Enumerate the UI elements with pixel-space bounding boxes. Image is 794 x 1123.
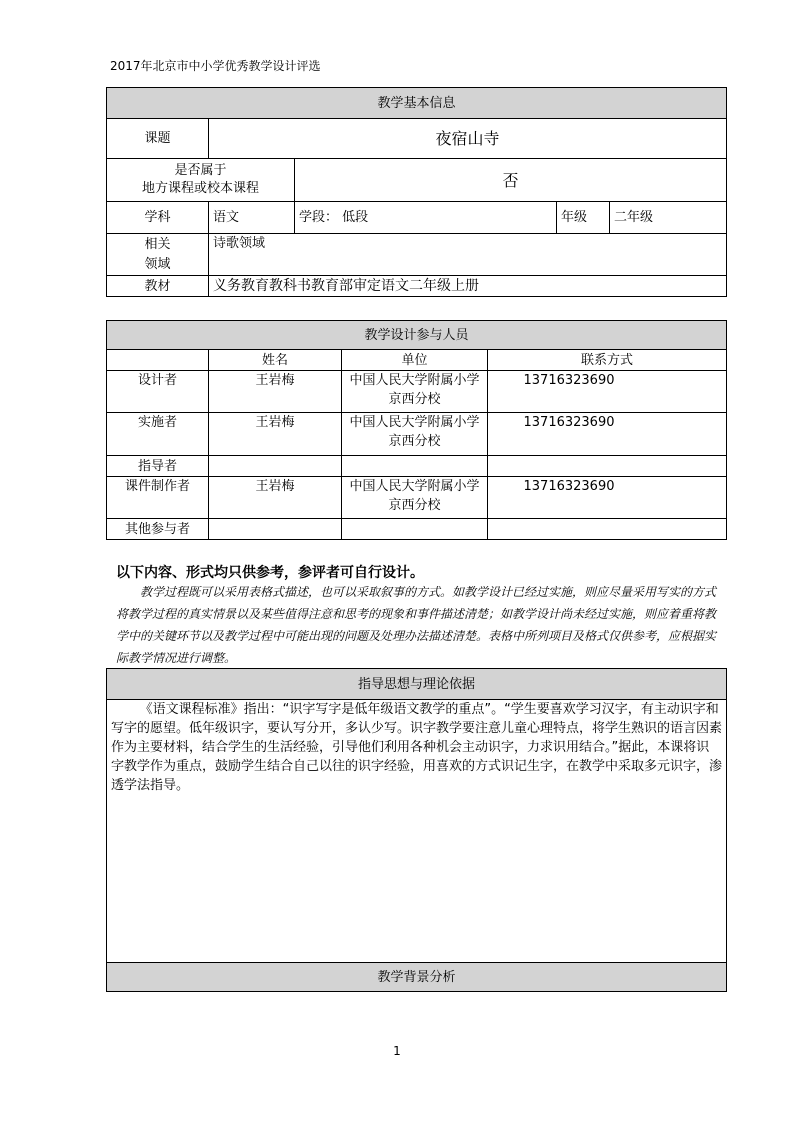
- basic-info-title: 教学基本信息: [107, 88, 727, 119]
- note-text: 教学过程既可以采用表格式描述，也可以采取叙事的方式。如教学设计已经过实施，则应尽量采用写实的方式将教学过程的真实情景以及某些值得注意和思考的现象和事件描述清楚；如教学设计尚未经过实施，则应着重将教学中的关键环节以及教学过程中可能出现的问题及处理办法描述清楚。表格中所列项目及格式仅供参考，应根据实际教学情况进行调整。: [116, 585, 717, 665]
- stage-value: 低段: [342, 210, 369, 225]
- page-header: 2017年北京市中小学优秀教学设计评选: [110, 59, 321, 73]
- guide-table: [106, 668, 727, 992]
- header-role: [107, 350, 209, 371]
- stage-cell: [295, 202, 557, 234]
- participant-unit: 中国人民大学附属小学京西分校: [342, 371, 488, 413]
- participant-name: 王岩梅: [209, 413, 342, 456]
- participant-name: [209, 519, 342, 540]
- participant-role: 课件制作者: [107, 477, 209, 519]
- subject-label: 学科: [107, 202, 209, 234]
- background-title: 教学背景分析: [107, 963, 727, 992]
- header-contact: 联系方式: [488, 350, 727, 371]
- header-unit: 单位: [342, 350, 488, 371]
- field-label-line2: 领域: [144, 256, 171, 272]
- local-course-label-line2: 地方课程或校本课程: [141, 181, 259, 196]
- textbook-value: 义务教育教科书教育部审定语文二年级上册: [209, 276, 727, 297]
- local-course-label-line1: 是否属于: [174, 163, 227, 178]
- guide-body: 《语文课程标准》指出：“识字写字是低年级语文教学的重点”。“学生要喜欢学习汉字，有主动识字和写字的愿望。低年级识字，要认写分开，多认少写。识字教学要注意儿童心理特点，将学生熟识的语言因素作为主要材料，结合学生的生活经验，引导他们利用各种机会主动识字，力求识用结合。”据此，本课将识字教学作为重点，鼓励学生结合自己以往的识字经验，用喜欢的方式识记生字，在教学中采取多元识字，渗透学法指导。: [107, 700, 727, 963]
- stage-label: 学段：: [299, 210, 339, 225]
- participant-unit: 中国人民大学附属小学京西分校: [342, 477, 488, 519]
- local-course-label: [107, 159, 295, 202]
- participant-role: 指导者: [107, 456, 209, 477]
- participant-name: [209, 456, 342, 477]
- field-label-line1: 相关: [144, 236, 171, 252]
- participant-contact: 13716323690: [488, 371, 727, 413]
- participant-role: 其他参与者: [107, 519, 209, 540]
- topic-value: 夜宿山寺: [209, 119, 727, 159]
- participant-unit: [342, 456, 488, 477]
- participants-title: 教学设计参与人员: [107, 321, 727, 350]
- topic-label: 课题: [107, 119, 209, 159]
- participant-contact: 13716323690: [488, 477, 727, 519]
- grade-value: 二年级: [610, 202, 727, 234]
- participant-name: 王岩梅: [209, 371, 342, 413]
- participant-contact: [488, 456, 727, 477]
- grade-label: 年级: [557, 202, 610, 234]
- participant-contact: 13716323690: [488, 413, 727, 456]
- textbook-label: 教材: [107, 276, 209, 297]
- field-value: 诗歌领域: [209, 234, 727, 276]
- page-number: 1: [393, 1044, 401, 1058]
- subject-value: 语文: [209, 202, 295, 234]
- participant-role: 实施者: [107, 413, 209, 456]
- participant-contact: [488, 519, 727, 540]
- guide-title: 指导思想与理论依据: [107, 669, 727, 700]
- participant-role: 设计者: [107, 371, 209, 413]
- participant-name: 王岩梅: [209, 477, 342, 519]
- field-label: [107, 234, 209, 276]
- header-name: 姓名: [209, 350, 342, 371]
- note-heading: 以下内容、形式均只供参考，参评者可自行设计。: [116, 565, 424, 581]
- participants-table: [106, 320, 727, 540]
- participant-unit: 中国人民大学附属小学京西分校: [342, 413, 488, 456]
- local-course-value: 否: [295, 159, 727, 202]
- basic-info-table: [106, 87, 727, 297]
- participant-unit: [342, 519, 488, 540]
